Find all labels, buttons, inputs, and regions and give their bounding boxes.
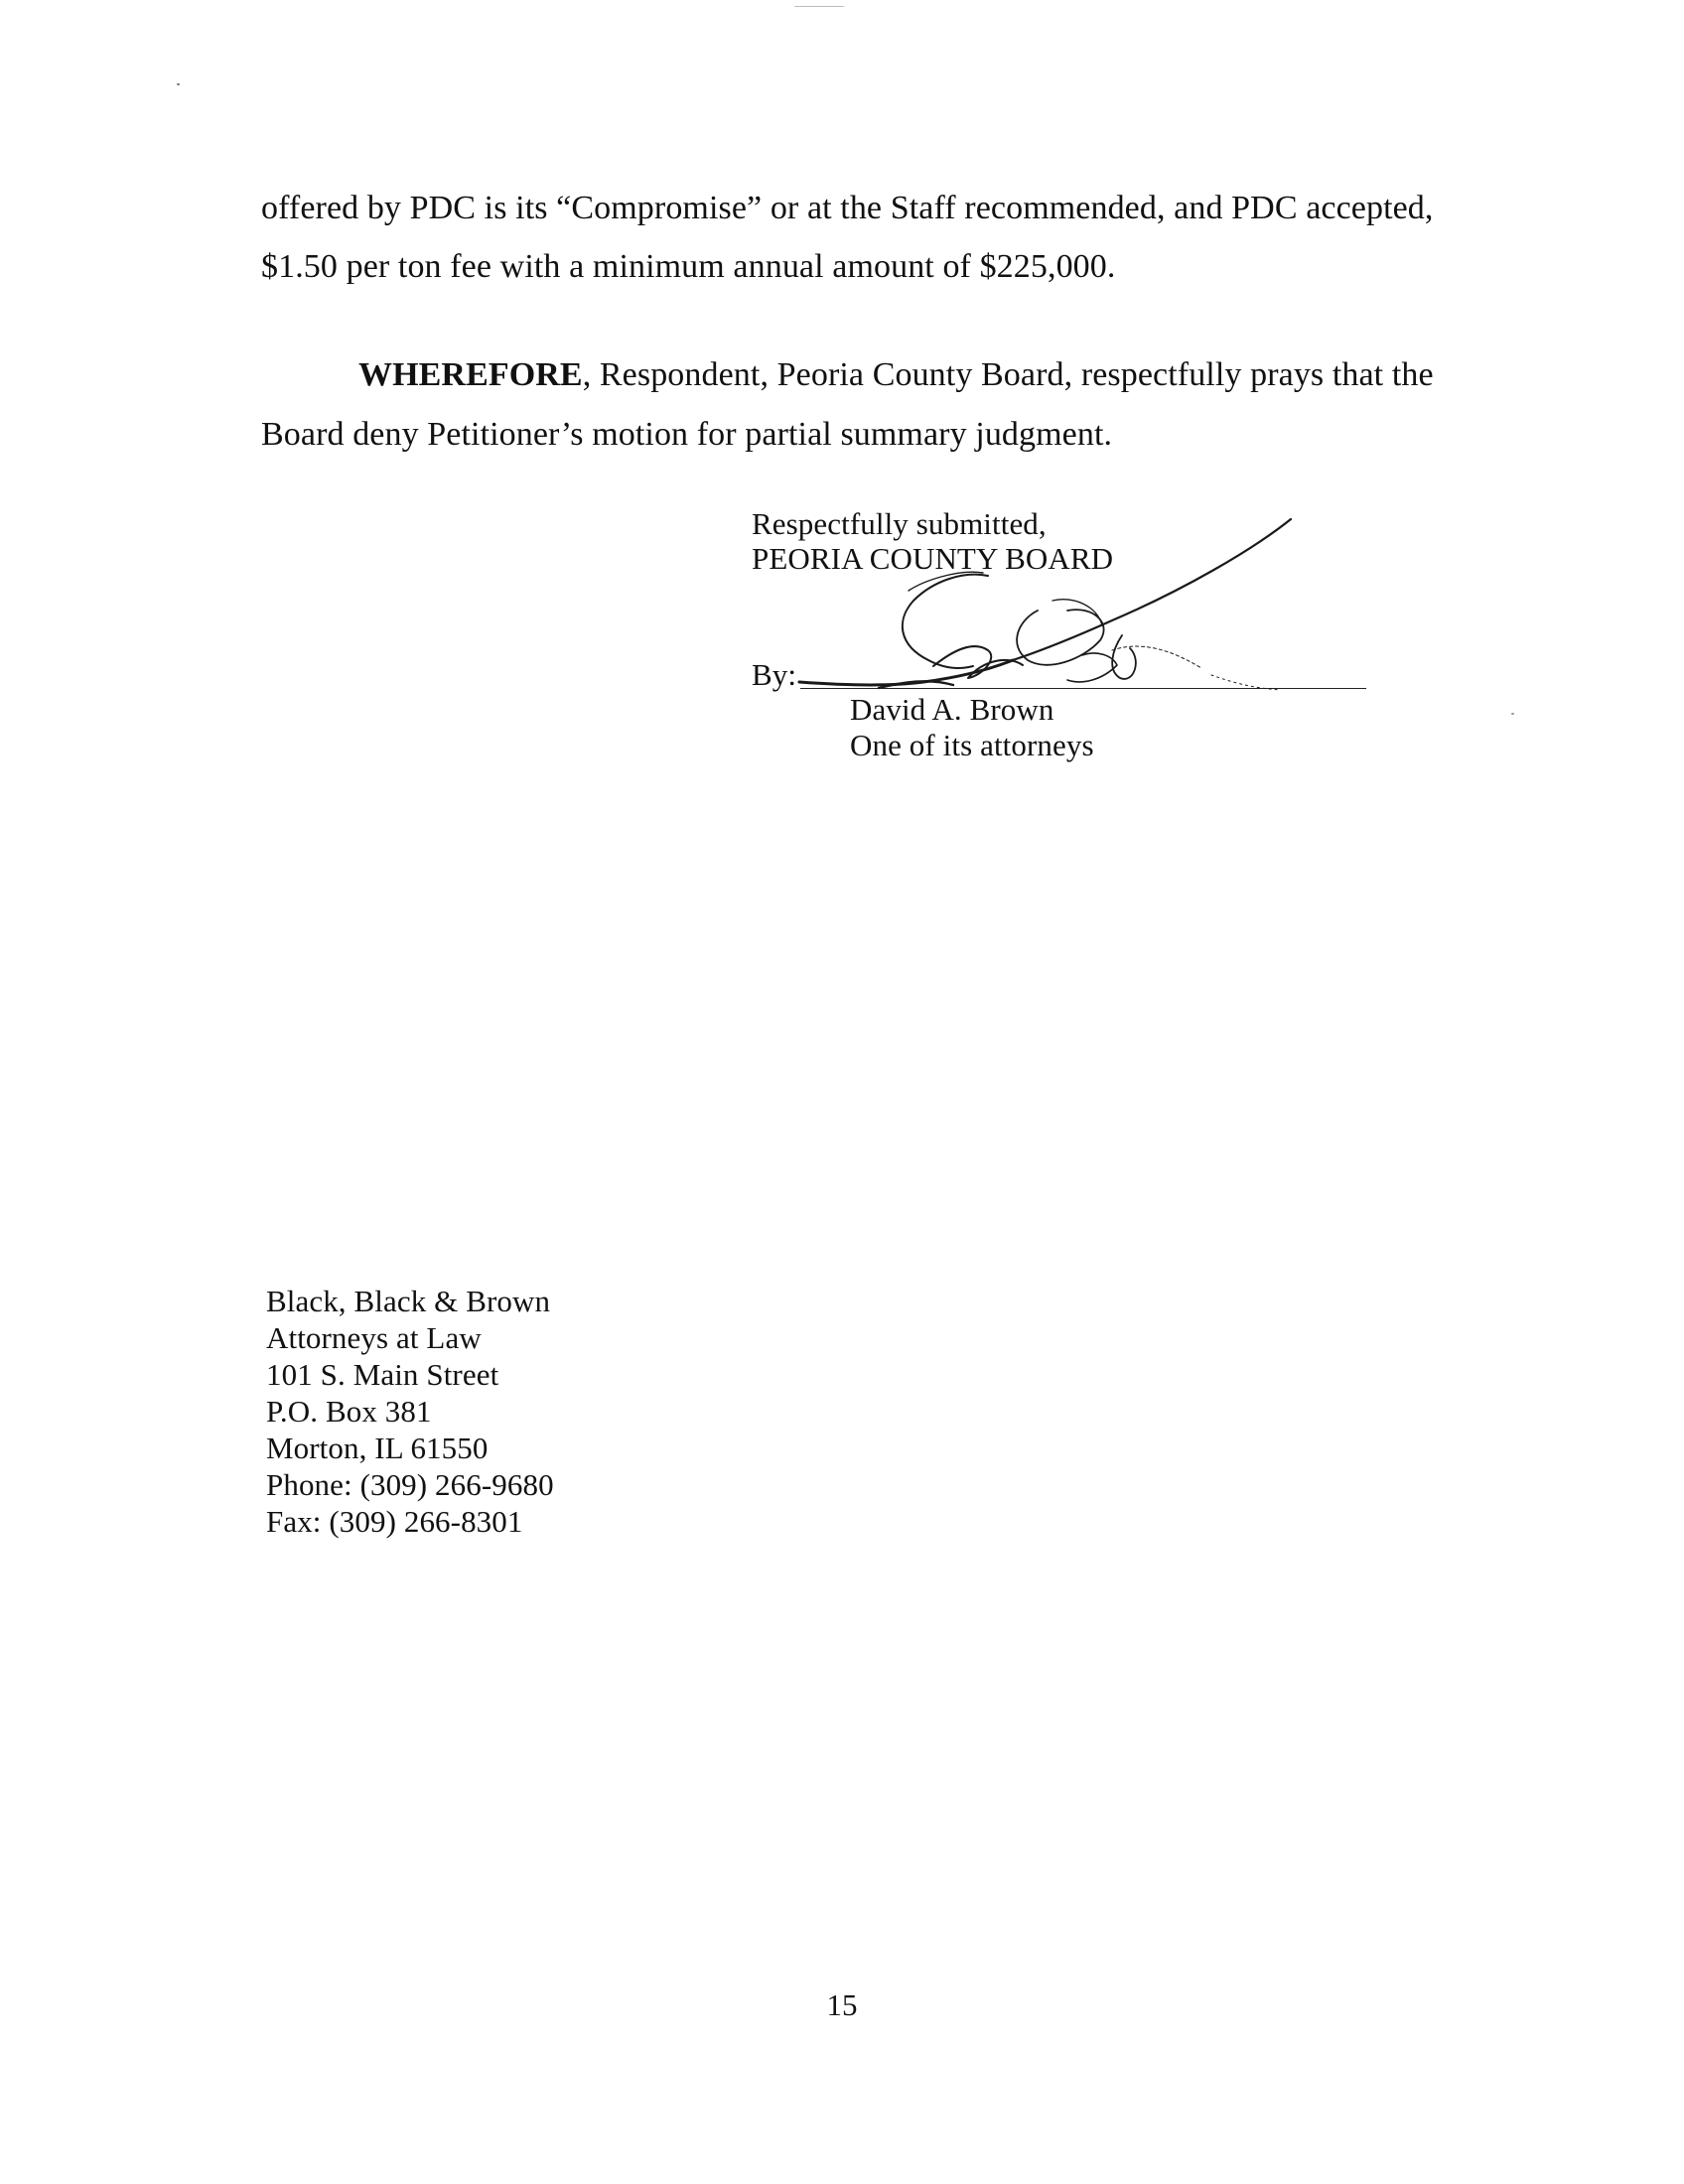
- address-line: Attorneys at Law: [266, 1320, 482, 1355]
- paragraph-2-line-2: Board deny Petitioner’s motion for partial summary judgment.: [261, 416, 1113, 453]
- scan-speck: [177, 83, 180, 85]
- address-line: 101 S. Main Street: [266, 1357, 499, 1392]
- wherefore-heading: WHEREFORE: [358, 356, 583, 393]
- handwritten-signature: [784, 511, 1301, 710]
- scan-speck: [1511, 713, 1514, 715]
- paragraph-1-line-2: $1.50 per ton fee with a minimum annual amount of $225,000.: [261, 248, 1116, 285]
- address-line: Fax: (309) 266-8301: [266, 1504, 523, 1539]
- paragraph-1-line-1: offered by PDC is its “Compromise” or at the Staff recommended, and PDC accepted,: [261, 190, 1434, 226]
- party-name: PEORIA COUNTY BOARD: [752, 541, 1114, 576]
- address-line: Phone: (309) 266-9680: [266, 1467, 554, 1502]
- page-number: 15: [826, 1987, 858, 2022]
- signer-role: One of its attorneys: [850, 728, 1094, 762]
- address-line: Black, Black & Brown: [266, 1284, 551, 1318]
- paragraph-2-line-1: [358, 355, 1434, 395]
- paragraph-2-line-1-text: , Respondent, Peoria County Board, respectfully prays that the: [582, 356, 1434, 393]
- address-line: P.O. Box 381: [266, 1394, 432, 1429]
- scan-speck: [794, 6, 844, 7]
- address-line: Morton, IL 61550: [266, 1431, 489, 1465]
- closing-text: Respectfully submitted,: [752, 506, 1047, 541]
- signer-name: David A. Brown: [850, 692, 1054, 727]
- by-label: By:: [752, 657, 797, 692]
